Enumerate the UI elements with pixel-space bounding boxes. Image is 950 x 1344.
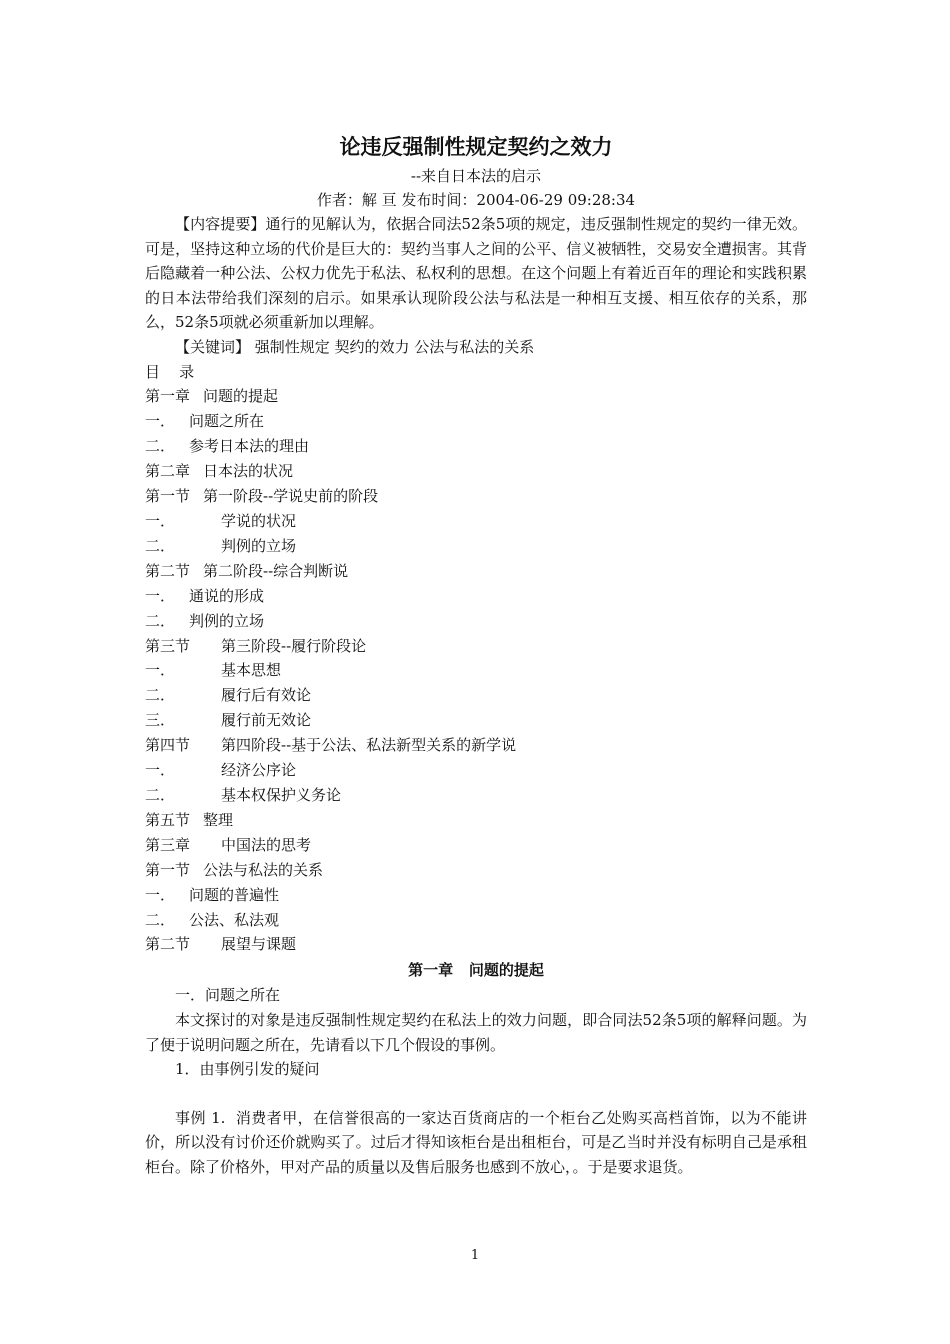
document-title: 论违反强制性规定契约之效力 <box>339 134 613 159</box>
toc-item-number: 第一节 <box>145 487 191 506</box>
toc-item-number: 第五节 <box>145 810 191 829</box>
toc-item-number: 第三节 <box>145 636 191 655</box>
toc-item-label: 基本思想 <box>221 661 282 680</box>
toc-item-number: 一． <box>145 661 176 680</box>
toc-item <box>145 658 807 683</box>
toc-item <box>145 708 807 733</box>
toc-item <box>145 833 807 858</box>
toc-item <box>145 883 807 908</box>
toc-item <box>145 384 807 409</box>
toc-item <box>145 484 807 509</box>
toc-item-number: 一． <box>145 586 176 605</box>
toc-item-number: 第二节 <box>145 935 191 954</box>
toc-heading: 目 录 <box>145 362 195 381</box>
toc-item-label: 公法、私法观 <box>189 910 280 929</box>
toc-item-label: 展望与课题 <box>221 935 297 954</box>
toc-item-label: 整理 <box>203 810 234 829</box>
toc-item <box>145 908 807 933</box>
toc-item-number: 一． <box>145 761 176 780</box>
body-paragraph: 本文探讨的对象是违反强制性规定契约在私法上的效力问题，即合同法52条5项的解释问题。为了便于说明问题之所在，先请看以下几个假设的事例。 <box>145 1010 807 1054</box>
toc-item-number: 第一章 <box>145 387 191 406</box>
toc-item-label: 中国法的思考 <box>221 835 312 854</box>
toc-item <box>145 459 807 484</box>
toc-item <box>145 683 807 708</box>
toc-item-label: 问题之所在 <box>189 412 265 431</box>
toc-item <box>145 534 807 559</box>
toc-item-label: 学说的状况 <box>221 512 297 530</box>
toc-item-label: 履行后有效论 <box>221 686 312 705</box>
toc-item-number: 二． <box>145 536 176 555</box>
toc-item-number: 第一节 <box>145 860 191 879</box>
toc-item <box>145 559 807 584</box>
toc-item-label: 通说的形成 <box>189 586 265 605</box>
toc-item-number: 二． <box>145 910 176 929</box>
document-page <box>145 130 807 1179</box>
toc-item-number: 二． <box>145 437 176 456</box>
toc-item-label: 问题的普遍性 <box>189 885 280 904</box>
toc-item-label: 问题的提起 <box>203 387 279 406</box>
document-subtitle: --来自日本法的启示 <box>410 167 542 185</box>
toc-item <box>145 733 807 758</box>
toc-item-number: 二． <box>145 686 176 705</box>
keywords-line: 【关键词】 强制性规定 契约的效力 公法与私法的关系 <box>175 337 535 356</box>
toc-item-number: 二． <box>145 785 176 804</box>
toc-item <box>145 783 807 808</box>
toc-item <box>145 609 807 634</box>
toc-item <box>145 584 807 609</box>
toc-item <box>145 932 807 957</box>
toc-item <box>145 758 807 783</box>
section-heading: 一．问题之所在 <box>175 986 281 1005</box>
chapter-heading: 第一章 问题的提起 <box>408 961 544 980</box>
example-paragraph: 事例 1. 消费者甲，在信誉很高的一家达百货商店的一个柜台乙处购买高档首饰，以为不能讲价，所以没有讨价还价就购买了。过后才得知该柜台是出租柜台，可是乙当时并没有标明自己是承租柜台。除了价格外，甲对产品的质量以及售后服务也感到不放心，。于是要求退货。 <box>145 1108 807 1176</box>
toc-item-label: 第一阶段--学说史前的阶段 <box>203 487 379 506</box>
toc-item-number: 一． <box>145 885 176 904</box>
toc-item-label: 经济公序论 <box>221 761 297 780</box>
toc-item-label: 参考日本法的理由 <box>189 437 310 456</box>
subsection-heading: 1．由事例引发的疑问 <box>175 1060 320 1079</box>
toc-item <box>145 409 807 434</box>
toc-item <box>145 858 807 883</box>
toc-item <box>145 808 807 833</box>
toc-item-number: 第二章 <box>145 462 191 481</box>
toc-item-number: 一． <box>145 512 176 530</box>
toc-item-number: 一． <box>145 412 176 431</box>
toc-item-number: 第三章 <box>145 835 191 854</box>
blank-line <box>145 1082 807 1106</box>
abstract-paragraph: 【内容提要】通行的见解认为，依据合同法52条5项的规定，违反强制性规定的契约一律无效。可是，坚持这种立场的代价是巨大的：契约当事人之间的公平、信义被牺牲，交易安全遭损害。其背后隐藏着一种公法、公权力优先于私法、私权利的思想。在这个问题上有着近百年的理论和实践积累的日本法带给我们深刻的启示。如果承认现阶段公法与私法是一种相互支援、相互依存的关系，那么，52条5项就必须重新加以理解。 <box>145 215 807 332</box>
toc-item-number: 二． <box>145 611 176 630</box>
toc-item <box>145 509 807 534</box>
toc-item-label: 第二阶段--综合判断说 <box>203 561 349 580</box>
toc-item-label: 判例的立场 <box>189 611 265 630</box>
toc-item-number: 第四节 <box>145 736 191 755</box>
toc-item-label: 第三阶段--履行阶段论 <box>221 636 367 655</box>
toc-item-number: 三． <box>145 711 176 730</box>
table-of-contents <box>145 384 807 957</box>
toc-item <box>145 434 807 459</box>
toc-item-label: 判例的立场 <box>221 536 297 555</box>
toc-item-label: 基本权保护义务论 <box>221 785 342 804</box>
toc-item-label: 履行前无效论 <box>221 711 312 730</box>
author-line: 作者：解 亘 发布时间：2004-06-29 09:28:34 <box>316 191 636 209</box>
toc-item-label: 第四阶段--基于公法、私法新型关系的新学说 <box>221 736 517 755</box>
page-number: 1 <box>470 1248 480 1263</box>
toc-item-number: 第二节 <box>145 561 191 580</box>
toc-item <box>145 634 807 659</box>
toc-item-label: 公法与私法的关系 <box>203 860 324 879</box>
toc-item-label: 日本法的状况 <box>203 462 294 481</box>
